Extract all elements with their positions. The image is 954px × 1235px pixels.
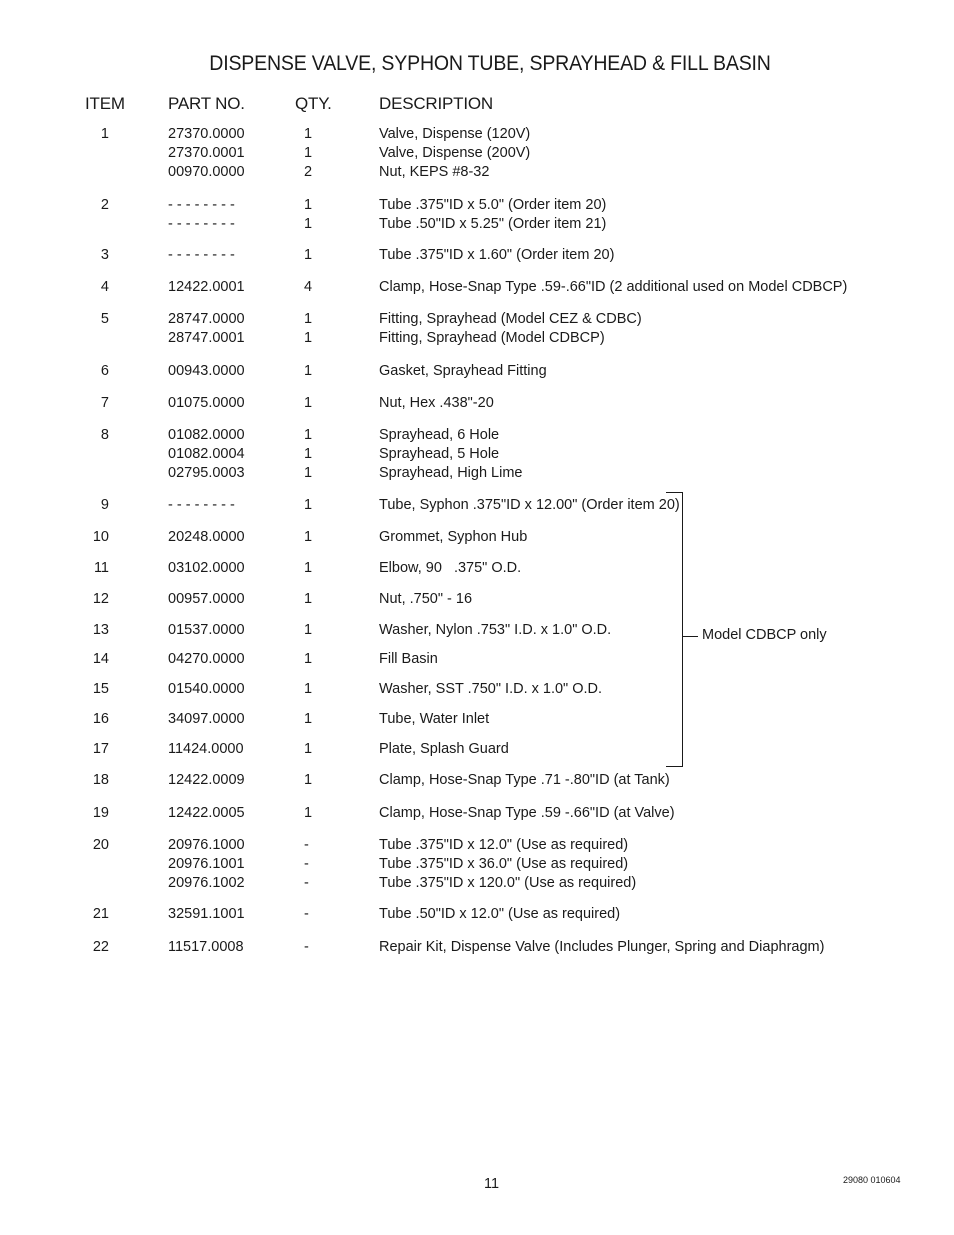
row-12-qty: 1 xyxy=(304,591,313,607)
row-7-desc: Nut, Hex .438"-20 xyxy=(379,395,494,411)
row-1-item: 1 xyxy=(100,126,109,142)
row-16-desc: Tube, Water Inlet xyxy=(379,711,490,727)
row-15-part: 01540.0000 xyxy=(168,681,245,697)
row-6-qty: 1 xyxy=(304,363,313,379)
row-16-qty: 1 xyxy=(304,711,313,727)
row-17-part: 11424.0000 xyxy=(168,741,244,757)
row-10-desc: Grommet, Syphon Hub xyxy=(379,529,528,545)
page-number: 11 xyxy=(484,1176,500,1192)
row-11-qty: 1 xyxy=(304,560,313,576)
row-8-part: 01082.0000 01082.0004 02795.0003 xyxy=(168,427,245,481)
row-4-item: 4 xyxy=(100,279,109,295)
row-5-desc: Fitting, Sprayhead (Model CEZ & CDBC) Fitting, Sprayhead (Model CDBCP) xyxy=(379,311,642,346)
row-5-part: 28747.0000 28747.0001 xyxy=(168,311,245,346)
row-6-part: 00943.0000 xyxy=(168,363,245,379)
row-9-qty: 1 xyxy=(304,497,313,513)
row-22-item: 22 xyxy=(92,939,109,955)
model-bracket xyxy=(666,492,683,767)
row-13-part: 01537.0000 xyxy=(168,622,245,638)
row-5-qty: 1 1 xyxy=(304,311,313,346)
row-14-part: 04270.0000 xyxy=(168,651,245,667)
header-part-no: PART NO. xyxy=(168,94,245,113)
row-12-item: 12 xyxy=(92,591,109,607)
row-17-item: 17 xyxy=(92,741,109,757)
row-1-desc: Valve, Dispense (120V) Valve, Dispense (200V) Nut, KEPS #8-32 xyxy=(379,126,531,180)
row-7-qty: 1 xyxy=(304,395,313,411)
row-16-part: 34097.0000 xyxy=(168,711,245,727)
row-21-part: 32591.1001 xyxy=(168,906,245,922)
row-11-part: 03102.0000 xyxy=(168,560,245,576)
row-1-qty: 1 1 2 xyxy=(304,126,313,180)
row-19-desc: Clamp, Hose-Snap Type .59 -.66"ID (at Valve) xyxy=(379,805,675,821)
row-14-desc: Fill Basin xyxy=(379,651,438,667)
row-12-part: 00957.0000 xyxy=(168,591,245,607)
row-4-part: 12422.0001 xyxy=(168,279,245,295)
row-20-item: 20 xyxy=(92,837,109,853)
row-18-qty: 1 xyxy=(304,772,313,788)
row-14-item: 14 xyxy=(92,651,109,667)
row-22-qty: - xyxy=(304,939,309,955)
row-19-item: 19 xyxy=(92,805,109,821)
row-3-desc: Tube .375"ID x 1.60" (Order item 20) xyxy=(379,247,615,263)
row-17-qty: 1 xyxy=(304,741,313,757)
row-11-item: 11 xyxy=(93,560,109,576)
row-15-item: 15 xyxy=(92,681,109,697)
row-21-item: 21 xyxy=(92,906,109,922)
row-12-desc: Nut, .750" - 16 xyxy=(379,591,473,607)
row-8-item: 8 xyxy=(100,427,109,443)
row-8-qty: 1 1 1 xyxy=(304,427,313,481)
row-9-part: - - - - - - - - xyxy=(168,497,235,513)
row-20-qty: - - - xyxy=(304,837,309,891)
row-3-part: - - - - - - - - xyxy=(168,247,235,263)
row-11-desc: Elbow, 90 .375" O.D. xyxy=(379,560,522,576)
row-22-part: 11517.0008 xyxy=(168,939,244,955)
row-18-part: 12422.0009 xyxy=(168,772,245,788)
bracket-tick xyxy=(682,636,698,637)
row-13-qty: 1 xyxy=(304,622,313,638)
row-2-item: 2 xyxy=(100,197,109,213)
row-15-desc: Washer, SST .750" I.D. x 1.0" O.D. xyxy=(379,681,603,697)
row-21-desc: Tube .50"ID x 12.0" (Use as required) xyxy=(379,906,621,922)
row-3-item: 3 xyxy=(100,247,109,263)
row-4-qty: 4 xyxy=(304,279,313,295)
header-item: ITEM xyxy=(85,94,125,113)
row-20-desc: Tube .375"ID x 12.0" (Use as required) Tube .375"ID x 36.0" (Use as required) Tube .375"ID x 120.0" (Use as required) xyxy=(379,837,637,891)
row-6-desc: Gasket, Sprayhead Fitting xyxy=(379,363,547,379)
row-19-qty: 1 xyxy=(304,805,313,821)
row-10-item: 10 xyxy=(92,529,109,545)
row-14-qty: 1 xyxy=(304,651,313,667)
row-4-desc: Clamp, Hose-Snap Type .59-.66"ID (2 additional used on Model CDBCP) xyxy=(379,279,848,295)
row-7-part: 01075.0000 xyxy=(168,395,245,411)
row-6-item: 6 xyxy=(100,363,109,379)
row-13-desc: Washer, Nylon .753" I.D. x 1.0" O.D. xyxy=(379,622,612,638)
header-description: DESCRIPTION xyxy=(379,94,493,113)
row-2-desc: Tube .375"ID x 5.0" (Order item 20) Tube .50"ID x 5.25" (Order item 21) xyxy=(379,197,607,232)
row-21-qty: - xyxy=(304,906,309,922)
row-19-part: 12422.0005 xyxy=(168,805,245,821)
row-9-desc: Tube, Syphon .375"ID x 12.00" (Order item 20) xyxy=(379,497,680,513)
row-10-part: 20248.0000 xyxy=(168,529,245,545)
document-code: 29080 010604 xyxy=(843,1175,901,1185)
header-qty: QTY. xyxy=(295,94,332,113)
row-18-item: 18 xyxy=(92,772,109,788)
row-7-item: 7 xyxy=(100,395,109,411)
row-13-item: 13 xyxy=(92,622,109,638)
row-16-item: 16 xyxy=(92,711,109,727)
row-15-qty: 1 xyxy=(304,681,313,697)
row-2-qty: 1 1 xyxy=(304,197,313,232)
row-18-desc: Clamp, Hose-Snap Type .71 -.80"ID (at Tank) xyxy=(379,772,670,788)
row-10-qty: 1 xyxy=(304,529,313,545)
row-17-desc: Plate, Splash Guard xyxy=(379,741,509,757)
row-2-part: - - - - - - - - - - - - - - - - xyxy=(168,197,235,232)
row-3-qty: 1 xyxy=(304,247,313,263)
row-1-part: 27370.0000 27370.0001 00970.0000 xyxy=(168,126,245,180)
row-22-desc: Repair Kit, Dispense Valve (Includes Plunger, Spring and Diaphragm) xyxy=(379,939,825,955)
row-8-desc: Sprayhead, 6 Hole Sprayhead, 5 Hole Sprayhead, High Lime xyxy=(379,427,523,481)
row-5-item: 5 xyxy=(100,311,109,327)
row-9-item: 9 xyxy=(100,497,109,513)
row-20-part: 20976.1000 20976.1001 20976.1002 xyxy=(168,837,245,891)
bracket-note: Model CDBCP only xyxy=(702,627,827,643)
page-title: DISPENSE VALVE, SYPHON TUBE, SPRAYHEAD & FILL BASIN xyxy=(209,52,771,75)
